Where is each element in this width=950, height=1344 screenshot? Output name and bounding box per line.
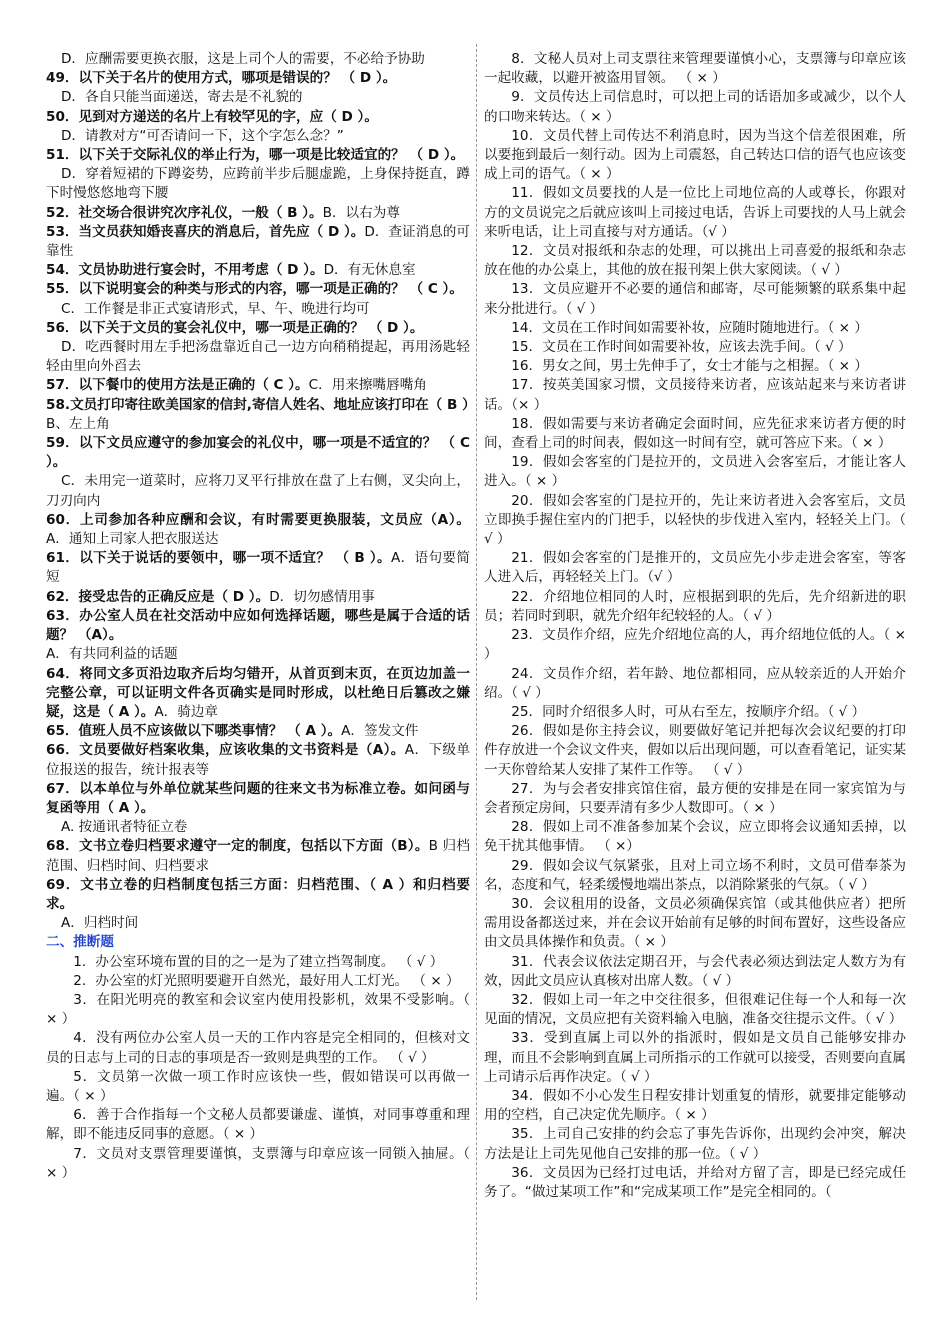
answer-inline: A．通知上司家人把衣服送达 xyxy=(46,531,219,548)
judgement-item: 36．文员因为已经打过电话，并给对方留了言，即是已经完成任务了。“做过某项工作”和“完成某项工作”是完全相同的。（ xyxy=(484,1164,906,1200)
judgement-item: 32．假如上司一年之中交往很多，但很难记住每一个人和每一次见面的情况，文员应把有关资料输入电脑，准备交往提示文件。（ √ ） xyxy=(484,991,906,1028)
judgement-item: 7．文员对支票管理要谨慎，支票簿与印章应该一同锁入抽屉。（ × ） xyxy=(46,1145,470,1181)
question-line xyxy=(46,108,470,127)
question-line xyxy=(46,204,470,223)
column-divider xyxy=(476,44,477,1300)
question-text: 61．以下关于说话的要领中，哪一项不适宜？ （ B ）。 xyxy=(46,550,391,567)
judgement-item: 16．男女之间，男士先伸手了，女士才能与之相握。（ × ） xyxy=(511,358,868,375)
question-text: 67．以本单位与外单位就某些问题的往来文书为标准立卷。如问函与复函等用（ A ）。 xyxy=(46,780,470,816)
question-line xyxy=(46,741,470,779)
answer-inline: B、左上角 xyxy=(46,415,110,432)
question-text: 49．以下关于名片的使用方式，哪项是错误的？ （ D ）。 xyxy=(46,70,397,87)
question-text: 52．社交场合很讲究次序礼仪，一般（ B ）。 xyxy=(46,204,323,221)
judgement-item: 28．假如上司不准备参加某个会议，应立即将会议通知丢掉，以免干扰其他事情。 （ ×） xyxy=(484,819,906,855)
judgement-item: 9．文员传达上司信息时，可以把上司的话语加多或减少，以个人的口吻来转达。（ × ） xyxy=(484,89,906,125)
judgement-item: 1．办公室环境布置的目的之一是为了建立挡驾制度。 （ √ ） xyxy=(73,953,444,970)
question-text: 63．办公室人员在社交活动中应如何选择话题，哪些是属于合适的话题？ （A）。 xyxy=(46,607,470,644)
judgement-item: 3．在阳光明亮的教室和会议室内使用投影机，效果不受影响。（ × ） xyxy=(46,991,470,1028)
question-text: 59．以下文员应遵守的参加宴会的礼仪中，哪一项是不适宜的？ （ C ）。 xyxy=(46,435,470,471)
judgement-item: 25．同时介绍很多人时，可从右至左，按顺序介绍。（ √ ） xyxy=(511,703,866,720)
answer-line: D．应酬需要更换衣服，这是上司个人的需要，不必给予协助 xyxy=(60,51,425,67)
question-line xyxy=(46,69,470,88)
section-heading: 二、推断题 xyxy=(46,934,114,951)
answer-inline: B．以右为尊 xyxy=(322,204,400,221)
judgement-item: 19．假如会客室的门是拉开的，文员进入会客室后，才能让客人进入。（ × ） xyxy=(484,454,906,490)
judgement-item: 22．介绍地位相同的人时，应根据到职的先后，先介绍新进的职员；若同时到职，就先介绍年纪较轻的人。（ √ ） xyxy=(484,588,906,624)
judgement-item: 27．为与会者安排宾馆住宿，最方便的安排是在同一家宾馆为与会者预定房间，只要弄清有多少人数即可。（ × ） xyxy=(484,780,906,816)
judgement-item: 12．文员对报纸和杂志的处理，可以挑出上司喜爱的报纸和杂志放在他的办公桌上，其他的放在报刊架上供大家阅读。（ √ ） xyxy=(484,243,906,279)
judgement-item: 2．办公室的灯光照明要避开自然光，最好用人工灯光。 （ × ） xyxy=(73,972,460,989)
judgement-item: 34．假如不小心发生日程安排计划重复的情形，就要排定能够动用的空档，自己决定优先顺序。（ × ） xyxy=(484,1087,906,1124)
question-text: 51．以下关于交际礼仪的举止行为，哪一项是比较适宜的？ （ D ）。 xyxy=(46,147,465,164)
answer-line: A．归档时间 xyxy=(60,915,139,932)
judgement-item: 13．文员应避开不必要的通信和邮寄，尽可能频繁的联系集中起来分批进行。（ √ ） xyxy=(484,281,906,317)
question-text: 53．当文员获知婚丧喜庆的消息后，首先应（ D ）。 xyxy=(46,223,365,240)
answer-inline: C．用来擦嘴唇嘴角 xyxy=(308,377,427,394)
question-text: 58.文员打印寄往欧美国家的信封,寄信人姓名、地址应该打印在（ B ） xyxy=(46,396,476,413)
question-text: 57．以下餐巾的使用方法是正确的（ C ）。 xyxy=(46,377,309,394)
question-text: 60．上司参加各种应酬和会议，有时需要更换服装，文员应（A）。 xyxy=(46,511,470,528)
question-line xyxy=(46,396,476,434)
answer-line: D．各自只能当面递送，寄去是不礼貌的 xyxy=(60,89,303,106)
judgement-item: 31．代表会议依法定期召开，与会代表必须达到法定人数方为有效，因此文员应认真核对出席人数。（ √ ） xyxy=(484,953,906,989)
question-line xyxy=(46,319,470,338)
answer-inline: A．签发文件 xyxy=(341,723,419,740)
answer-line: C．未用完一道菜时，应将刀叉平行排放在盘了上右侧，叉尖向上，刀刃向内 xyxy=(46,473,470,509)
question-text: 64．将同文多页沿边取齐后均匀错开，从首页到末页，在页边加盖一完整公章，可以证明文件各页确实是同时形成，以杜绝日后篡改之嫌疑，这是（ A ）。 xyxy=(46,665,470,720)
question-line xyxy=(46,511,470,549)
judgement-item: 24．文员作介绍，若年龄、地位都相同，应从较亲近的人开始介绍。（ √ ） xyxy=(484,665,906,701)
question-text: 65．值班人员不应该做以下哪类事情？ （ A ）。 xyxy=(46,723,342,740)
answer-line: D．吃西餐时用左手把汤盘靠近自己一边方向稍稍提起，再用汤匙轻轻由里向外舀去 xyxy=(46,339,470,375)
answer-inline: A．骑边章 xyxy=(154,703,219,720)
answer-line: A．有共同利益的话题 xyxy=(46,646,178,663)
question-text: 55．以下说明宴会的种类与形式的内容，哪一项是正确的？ （ C ）。 xyxy=(46,281,463,298)
question-line xyxy=(46,607,470,645)
right-column xyxy=(484,50,906,1202)
question-line xyxy=(46,280,470,299)
question-text: 69．文书立卷的归档制度包括三方面：归档范围、（ A ）和归档要求。 xyxy=(46,876,470,912)
judgement-item: 14．文员在工作时间如需要补妆，应随时随地进行。（ × ） xyxy=(511,319,868,336)
question-text: 68．文书立卷归档要求遵守一定的制度，包括以下方面（B）。 xyxy=(46,838,429,855)
answer-line: D．请教对方“可否请问一下，这个字怎么念？” xyxy=(60,127,344,144)
left-column xyxy=(46,50,476,1183)
question-line xyxy=(46,588,470,607)
question-text: 50．见到对方递送的名片上有较罕见的字，应（ D ）。 xyxy=(46,108,378,125)
question-line xyxy=(46,722,470,741)
answer-inline: D．切勿感情用事 xyxy=(269,588,375,605)
judgement-item: 6．善于合作指每一个文秘人员都要谦虚、谨慎，对同事尊重和理解，即不能违反同事的意愿。（ × ） xyxy=(46,1107,470,1143)
answer-line: C．工作餐是非正式宴请形式，早、午、晚进行均可 xyxy=(60,300,370,317)
question-text: 54．文员协助进行宴会时，不用考虑（ D ）。 xyxy=(46,262,324,279)
judgement-item: 20．假如会客室的门是拉开的，先让来访者进入会客室后，文员立即换手握住室内的门把手，以轻快的步伐进入室内，轻轻关上门。（ √ ） xyxy=(484,492,906,548)
question-text: 56．以下关于文员的宴会礼仪中，哪一项是正确的？ （ D ）。 xyxy=(46,319,424,336)
judgement-item: 21．假如会客室的门是推开的，文员应先小步走进会客室，等客人进入后，再轻轻关上门。（√ ） xyxy=(484,550,906,586)
question-line xyxy=(46,434,470,472)
judgement-item: 11．假如文员要找的人是一位比上司地位高的人或尊长，你跟对方的文员说完之后就应该叫上司接过电话，告诉上司要找的人马上就会来听电话，让上司直接与对方通话。（√ ） xyxy=(484,185,906,240)
question-line xyxy=(46,549,470,587)
answer-inline: A．下级单位报送的报告，统计报表等 xyxy=(46,742,470,778)
judgement-item: 35．上司自己安排的约会忘了事先告诉你，出现约会冲突，解决方法是让上司先见他自己安排的那一位。（ √ ） xyxy=(484,1126,906,1162)
judgement-item: 26．假如是你主持会议，则要做好笔记并把每次会议纪要的打印件存放进一个会议文件夹，假如以后出现问题，可以查看笔记，证实某一天你曾给某人安排了某件工作等。 （ √ ） xyxy=(484,723,906,778)
answer-inline: D．有无休息室 xyxy=(323,262,416,279)
question-text: 62．接受忠告的正确反应是（ D ）。 xyxy=(46,588,270,605)
answer-line: A. 按通讯者特征立卷 xyxy=(60,819,188,836)
judgement-item: 30．会议租用的设备，文员必须确保宾馆（或其他供应者）把所需用设备都送过来，并在会议开始前有足够的时间布置好，这些设备应由文员具体操作和负责。（ × ） xyxy=(484,895,906,951)
answer-inline: A．语句要简短 xyxy=(46,550,470,586)
judgement-item: 18．假如需要与来访者确定会面时间，应先征求来访者方便的时间，查看上司的时间表，假如这一时间有空，就可答应下来。（ × ） xyxy=(484,415,906,452)
judgement-item: 15．文员在工作时间如需要补妆，应该去洗手间。（ √ ） xyxy=(511,339,852,356)
question-line xyxy=(46,223,470,261)
judgement-item: 29．假如会议气氛紧张，且对上司立场不利时，文员可借奉茶为名，态度和气，轻柔缓慢地端出茶点，以消除紧张的气氛。（ √ ） xyxy=(484,857,906,893)
question-line xyxy=(46,780,470,818)
question-line xyxy=(46,376,470,395)
question-line xyxy=(46,837,470,875)
answer-line: D．穿着短裙的下蹲姿势，应跨前半步后腿虚跪，上身保持挺直，蹲下时慢悠悠地弯下腰 xyxy=(46,166,470,202)
answer-inline: B 归档范围、归档时间、归档要求 xyxy=(46,838,470,874)
judgement-item: 10．文员代替上司传达不利消息时，因为当这个信差很困难，所以要拖到最后一刻行动。因为上司震怒，自己转达口信的语气也应该变成上司的语气。（ × ） xyxy=(484,127,906,183)
answer-inline: D．查证消息的可靠性 xyxy=(46,223,470,260)
question-line xyxy=(46,876,470,914)
judgement-item: 5．文员第一次做一项工作时应该快一些，假如错误可以再做一遍。（ × ） xyxy=(46,1068,470,1104)
judgement-item: 4．没有两位办公室人员一天的工作内容是完全相同的，但核对文员的日志与上司的日志的事项是否一致则是典型的工作。 （ √ ） xyxy=(46,1030,470,1066)
question-line xyxy=(46,261,470,280)
question-text: 66．文员要做好档案收集，应该收集的文书资料是（A）。 xyxy=(46,742,405,759)
question-line xyxy=(46,665,470,723)
judgement-item: 17．按英美国家习惯，文员接待来访者，应该站起来与来访者讲话。（× ） xyxy=(484,377,906,413)
judgement-item: 23．文员作介绍，应先介绍地位高的人，再介绍地位低的人。（ × ） xyxy=(484,627,906,663)
judgement-item: 8．文秘人员对上司支票往来管理要谨慎小心，支票簿与印章应该一起收藏，以避开被盗用冒领。 （ × ） xyxy=(484,51,906,87)
question-line xyxy=(46,146,470,165)
judgement-item: 33．受到直属上司以外的指派时，假如是文员自己能够安排办理，而且不会影响到直属上司所指示的工作就可以接受，否则要向直属上司请示后再作决定。（ √ ） xyxy=(484,1030,906,1085)
